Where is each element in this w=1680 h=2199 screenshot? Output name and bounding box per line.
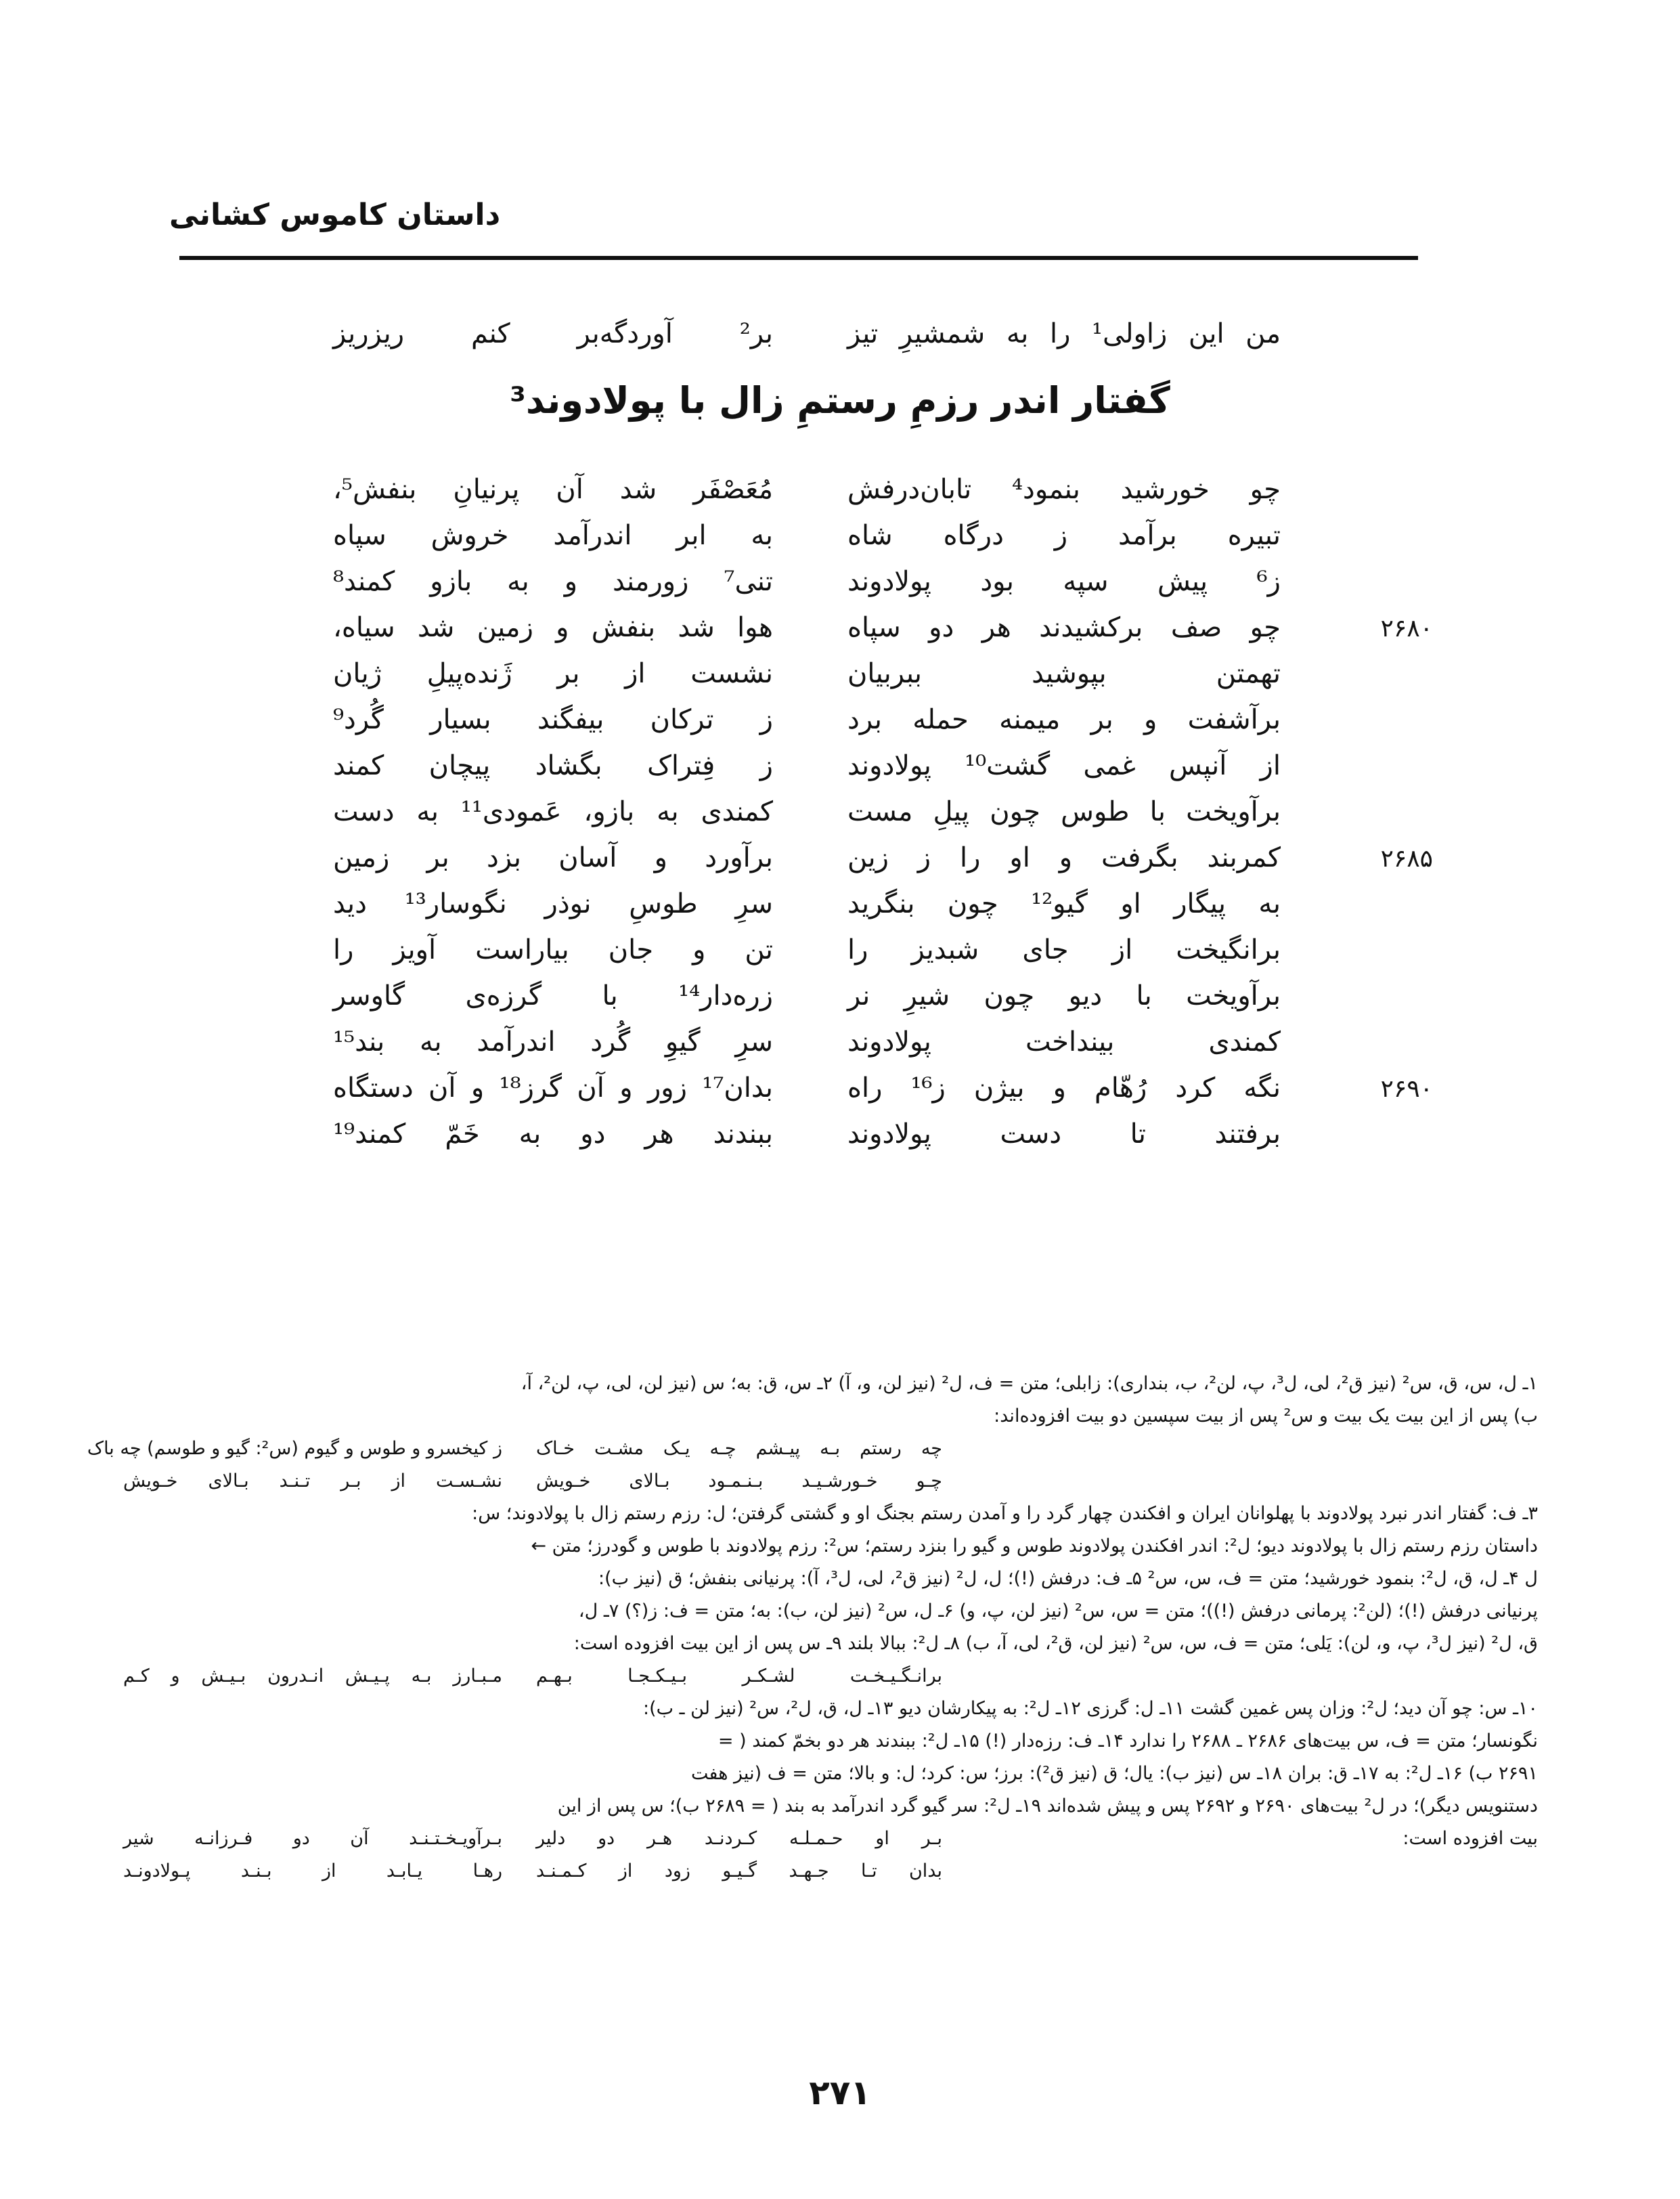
hemistich-left: برآورد و آسان بزد بر زمین xyxy=(333,842,773,873)
hemistich-right: تبیره برآمد ز درگاه شاه xyxy=(847,520,1281,551)
hemistich-right: کمربند بگرفت و او را ز زین xyxy=(847,842,1281,873)
hemistich-right: برآویخت با دیو چون شیرِ نر xyxy=(847,980,1281,1011)
couplet xyxy=(0,704,1680,746)
hemistich-left: بدان¹⁷ زور و آن گرز¹⁸ و آن دستگاه xyxy=(333,1072,773,1104)
footnote-hemistich: بـر او حـمـلـه کـردنـد هـر دو دلیر xyxy=(536,1828,942,1849)
hemistich-left: نشست از بر ژَنده‌پیلِ ژیان xyxy=(333,658,773,689)
hemistich-left: هوا شد بنفش و زمین شد سیاه، xyxy=(333,612,773,643)
verse-number: ۲۶۸۵ xyxy=(1380,845,1433,873)
verse-number: ۲۶۹۰ xyxy=(1380,1075,1433,1103)
hemistich-right: من این زاولی¹ را به شمشیرِ تیز xyxy=(847,318,1281,349)
couplet xyxy=(0,1072,1680,1114)
hemistich-left: کمندی به بازو، عَمودی¹¹ به دست xyxy=(333,796,773,827)
hemistich-right: برفتند تا دست پولادوند xyxy=(847,1118,1281,1150)
couplet xyxy=(0,796,1680,838)
hemistich-left: ز ترکان بیفگند بسیار گُرد⁹ xyxy=(333,704,773,735)
hemistich-left: زره‌دار¹⁴ با گرزه‌ی گاوسر xyxy=(333,980,773,1011)
hemistich-right: کمندی بینداخت پولادوند xyxy=(847,1026,1281,1058)
hemistich-right: تهمتن بپوشید ببربیان xyxy=(847,658,1281,689)
hemistich-right: برآویخت با طوس چون پیلِ مست xyxy=(847,796,1281,827)
couplet xyxy=(0,842,1680,884)
couplet xyxy=(0,888,1680,930)
lead-couplet xyxy=(0,318,1680,360)
footnote-line: دستنویس دیگر)؛ در ل² بیت‌های ۲۶۹۰ و ۲۶۹۲ پس و پیش شده‌اند ۱۹ـ ل²: سر گیو گرد اندرآمد به بند ( = ۲۶۸۹ ب)؛ س پس از این xyxy=(557,1795,1538,1816)
couplet xyxy=(0,474,1680,516)
footnote-hemistich: برانـگـیـخـت لشـکـر بـیـکـجـا بـهـم xyxy=(536,1665,942,1686)
footnote-line: نگونسار؛ متن = ف، س بیت‌های ۲۶۸۶ ـ ۲۶۸۸ را ندارد ۱۴ـ ف: رزه‌دار (!) ۱۵ـ ل²: ببندند هر دو بخمّ کمند ( = xyxy=(717,1730,1538,1751)
couplet xyxy=(0,566,1680,608)
footnote-line: پرنیانی درفش (!)؛ (لن²: پرمانی درفش (!))؛ متن = س، س² (نیز لن، پ، و) ۶ـ ل، س² (نیز لن، ب): به؛ متن = ف: ز(؟) ۷ـ ل، xyxy=(578,1601,1538,1621)
footnote-hemistich: بـرآویـخـتـنـد آن دو فـرزانـه شیر xyxy=(123,1828,502,1849)
hemistich-right: برانگیخت از جای شبدیز را xyxy=(847,934,1281,965)
hemistich-left: سرِ گیوِ گُرد اندرآمد به بند¹⁵ xyxy=(333,1026,773,1058)
footnote-line: ب) پس از این بیت یک بیت و س² پس از بیت سپسین دو بیت افزوده‌اند: xyxy=(994,1406,1538,1427)
footnote-hemistich: نشـسـت از بـر تـنـد بـالای خـویش xyxy=(123,1471,502,1492)
couplet xyxy=(0,520,1680,562)
footnote-hemistich: مـبـارز بـه پـیـش انـدرون بـیـش و کـم xyxy=(123,1665,502,1686)
footnote-hemistich: چـو خـورشـیـد بـنـمـود بـالای خـویش xyxy=(536,1471,942,1492)
footnote-line: ق، ل² (نیز ل³، پ، و، لن): یَلی؛ متن = ف، س، س² (نیز لن، ق²، لی، آ، ب) ۸ـ ل²: ببالا بلند ۹ـ س پس از این بیت افزوده است: xyxy=(573,1633,1538,1654)
hemistich-right: به پیگار او گیو¹² چون بنگرید xyxy=(847,888,1281,919)
footnote-hemistich: بدان تـا جـهـد گـیـو زود از کـمـنـد xyxy=(536,1860,942,1881)
couplet xyxy=(0,1118,1680,1160)
hemistich-right: چو خورشید بنمود⁴ تابان‌درفش xyxy=(847,474,1281,505)
footnote-line: ۳ـ ف: گفتار اندر نبرد پولادوند با پهلوانان ایران و افکندن چهار گرد را و آمدن رستم بجنگ او و گشتی گرفتن؛ ل: رزم رستم زال با پولادوند؛ س: xyxy=(472,1503,1538,1524)
couplet xyxy=(0,934,1680,976)
page-number: ۲۷۱ xyxy=(809,2073,871,2112)
verse-number: ۲۶۸۰ xyxy=(1380,615,1433,643)
hemistich-left: به ابر اندرآمد خروش سپاه xyxy=(333,520,773,551)
hemistich-right: ز⁶ پیش سپه بود پولادوند xyxy=(847,566,1281,597)
hemistich-left: مُعَصْفَر شد آن پرنیانِ بنفش⁵، xyxy=(333,474,773,505)
running-header-title: داستان کاموس کشانی xyxy=(169,198,501,232)
footnote-couplet xyxy=(123,1823,1538,1855)
hemistich-right: نگه کرد رُهّام و بیژن ز¹⁶ راه xyxy=(847,1072,1281,1104)
footnote-line: ۲۶۹۱ ب) ۱۶ـ ل²: به ۱۷ـ ق: بران ۱۸ـ س (نیز ب): یال؛ ق (نیز ق²): برز؛ س: کرد؛ ل: و بالا؛ متن = ف (نیز هفت xyxy=(691,1763,1538,1784)
section-title: گفتار اندر رزمِ رستمِ زال با پولادوند³ xyxy=(510,379,1170,422)
footnote-couplet xyxy=(123,1660,1538,1693)
couplet xyxy=(0,980,1680,1022)
footnote-line: ل ۴ـ ل، ق، ل²: بنمود خورشید؛ متن = ف، س، س² ۵ـ ف: درفش (!)؛ ل، ل² (نیز ق²، لی، ل³، آ): پرنیانی بنفش؛ ق (نیز ب): xyxy=(598,1568,1538,1589)
hemistich-left: ببندند هر دو به خَمّ کمند¹⁹ xyxy=(333,1118,773,1150)
footnote-lead: بیت افزوده است: xyxy=(1402,1828,1538,1849)
footnote-hemistich: چه رستم بـه پیـشم چـه یـک مشـت خـاک xyxy=(536,1438,942,1459)
footnotes xyxy=(87,1368,1538,1888)
footnote-couplet xyxy=(87,1433,1538,1465)
hemistich-left: تن و جان بیاراست آویز را xyxy=(333,934,773,965)
couplet xyxy=(0,658,1680,700)
footnote-hemistich: رهـا یـابـد از بـنـد پـولادونـد xyxy=(123,1860,502,1881)
couplet xyxy=(0,750,1680,792)
hemistich-left: ز فِتراک بگشاد پیچان کمند xyxy=(333,750,773,781)
hemistich-left: سرِ طوسِ نوذر نگوسار¹³ دید xyxy=(333,888,773,919)
header-rule xyxy=(179,256,1418,260)
footnote-line: ۱۰ـ س: چو آن دید؛ ل²: وزان پس غمین گشت ۱۱ـ ل: گرزی ۱۲ـ ل²: به پیکارشان دیو ۱۳ـ ل، ق، ل²، س² (نیز لن ـ ب): xyxy=(643,1698,1538,1719)
hemistich-left: تنی⁷ زورمند و به بازو کمند⁸ xyxy=(333,566,773,597)
couplet xyxy=(0,612,1680,654)
footnote-line: ۱ـ ل، س، ق، س² (نیز ق²، لی، ل³، پ، لن²، ب، بنداری): زابلی؛ متن = ف، ل² (نیز لن، و، آ) ۲ـ س، ق: به؛ س (نیز لن، لی، پ، لن²، آ، xyxy=(521,1373,1538,1394)
hemistich-right: برآشفت و بر میمنه حمله برد xyxy=(847,704,1281,735)
footnote-line: داستان رزم رستم زال با پولادوند دیو؛ ل²: اندر افکندن پولادوند طوس و گیو را بنزد رستم؛ س²: رزم پولادوند با طوس و گودرز؛ متن ← xyxy=(531,1536,1538,1556)
footnote-couplet xyxy=(123,1855,1538,1888)
hemistich-left: بر² آوردگه‌بر کنم ریزریز xyxy=(333,318,773,349)
couplet xyxy=(0,1026,1680,1068)
hemistich-right: چو صف برکشیدند هر دو سپاه xyxy=(847,612,1281,643)
hemistich-right: از آنپس غمی گشت¹⁰ پولادوند xyxy=(847,750,1281,781)
footnote-hemistich: ز کیخسرو و طوس و گیوم (س²: گیو و طوسم) چه باک xyxy=(87,1438,502,1459)
footnote-couplet xyxy=(123,1465,1538,1498)
